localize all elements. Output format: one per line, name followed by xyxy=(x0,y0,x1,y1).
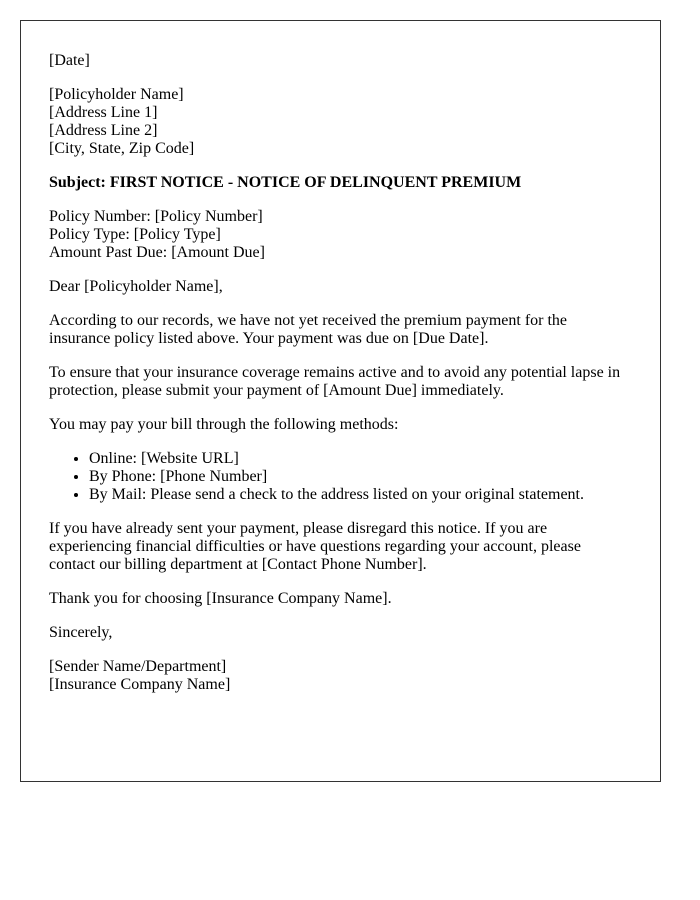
subject-line: Subject: FIRST NOTICE - NOTICE OF DELINQUENT PREMIUM xyxy=(49,174,522,191)
sign-off: Sincerely, xyxy=(49,624,113,641)
thank-you-paragraph: Thank you for choosing [Insurance Company Name]. xyxy=(49,590,392,607)
city-state-zip: [City, State, Zip Code] xyxy=(49,140,195,157)
address-line-2: [Address Line 2] xyxy=(49,122,158,139)
policy-details xyxy=(49,208,631,262)
payment-method-phone: • By Phone: [Phone Number] xyxy=(89,468,631,486)
amount-past-due: Amount Past Due: [Amount Due] xyxy=(49,244,265,261)
payment-method-mail: • By Mail: Please send a check to the address listed on your original statement. xyxy=(89,486,631,504)
salutation: Dear [Policyholder Name], xyxy=(49,278,223,295)
body-paragraph: According to our records, we have not yet received the premium payment for the insurance policy listed above. Your payment was due on [Due Date]. xyxy=(49,312,568,347)
company-name: [Insurance Company Name] xyxy=(49,676,231,693)
signature xyxy=(49,658,631,694)
payment-method-online: • Online: [Website URL] xyxy=(89,450,631,468)
body-paragraph: You may pay your bill through the following methods: xyxy=(49,416,399,433)
sender-name: [Sender Name/Department] xyxy=(49,658,227,675)
policy-type: Policy Type: [Policy Type] xyxy=(49,226,221,243)
recipient-name: [Policyholder Name] xyxy=(49,86,184,103)
body-paragraph: To ensure that your insurance coverage remains active and to avoid any potential lapse in protection, please submit your payment of [Amount Due] immediately. xyxy=(49,364,621,399)
recipient-address xyxy=(49,86,631,158)
address-line-1: [Address Line 1] xyxy=(49,104,158,121)
payment-methods-list xyxy=(49,450,631,504)
letter xyxy=(20,20,661,782)
closing-paragraph: If you have already sent your payment, please disregard this notice. If you are experiencing financial difficulties or have questions regarding your account, please contact our billing department at [Contact Phone Number]. xyxy=(49,520,581,573)
policy-number: Policy Number: [Policy Number] xyxy=(49,208,263,225)
date: [Date] xyxy=(49,52,90,69)
